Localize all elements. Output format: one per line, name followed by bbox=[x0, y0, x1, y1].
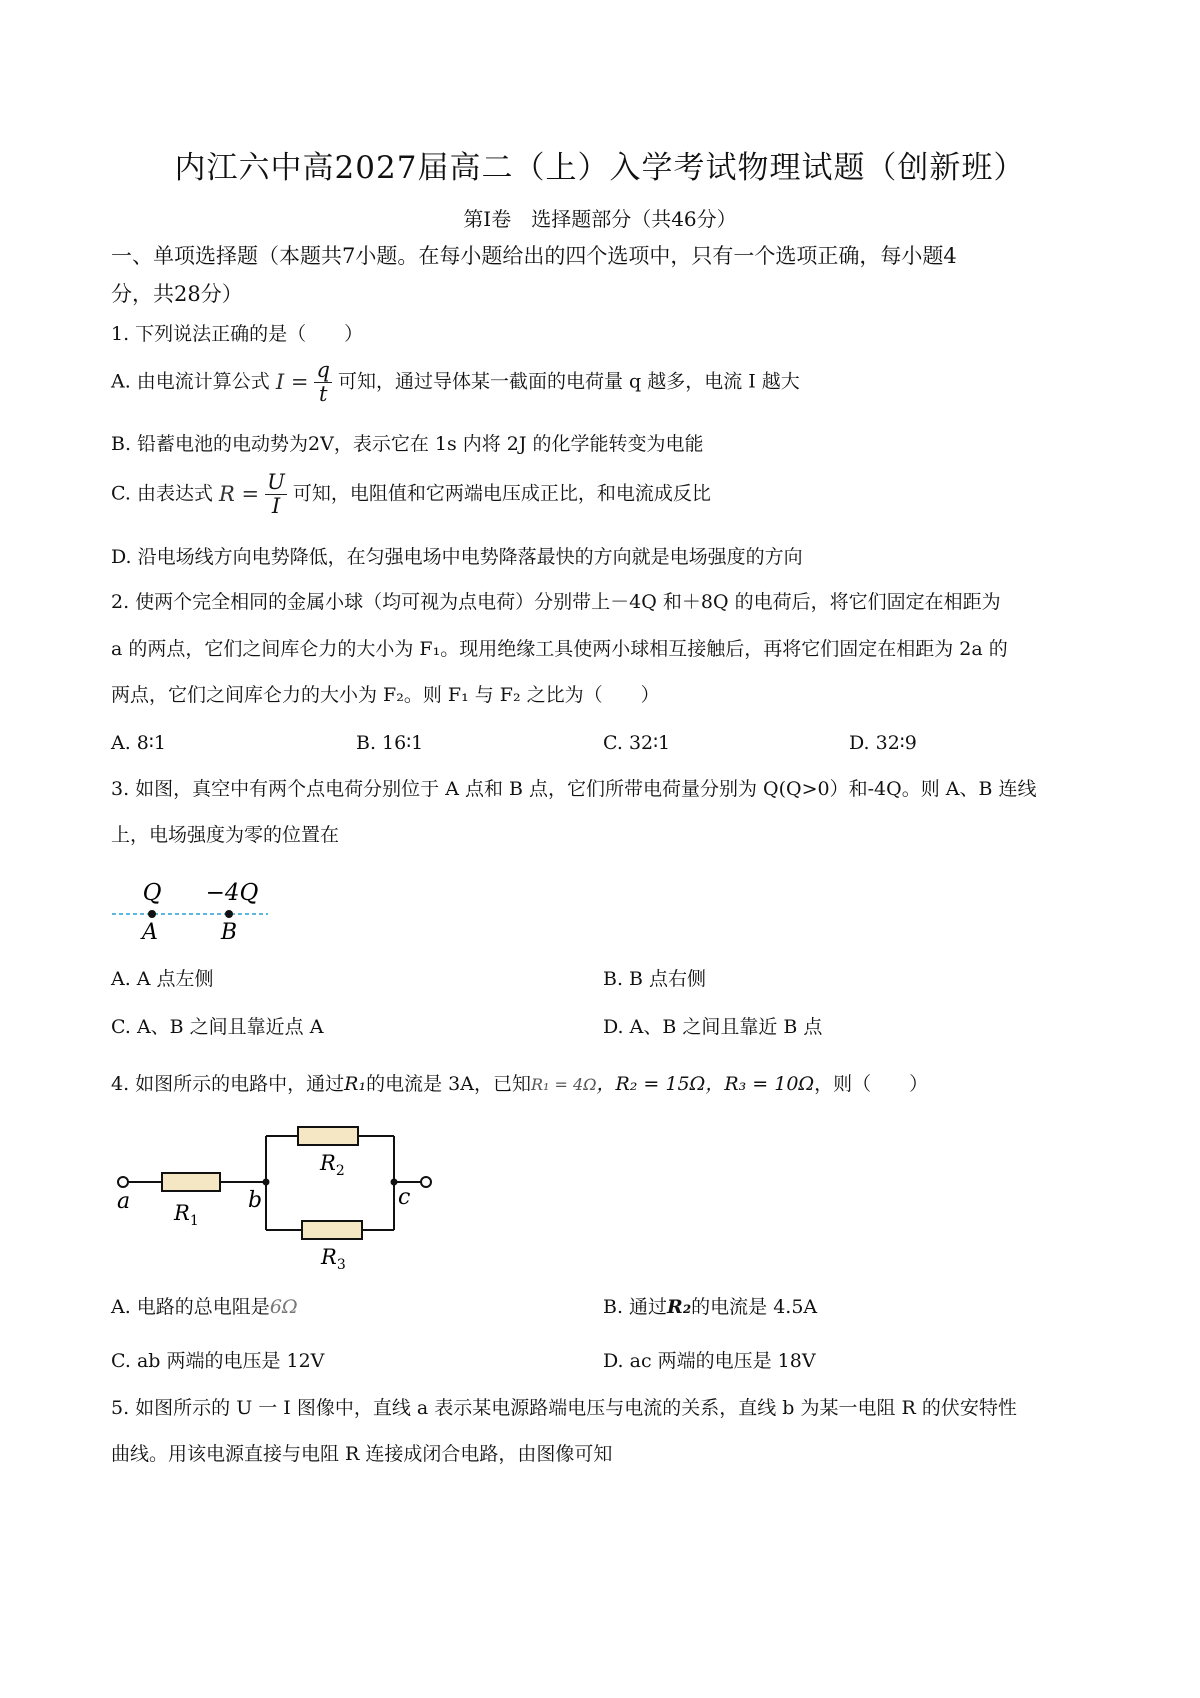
q3-option-a: A. A 点左侧 bbox=[111, 968, 214, 990]
resistor-r1 bbox=[162, 1173, 220, 1191]
q3-option-b: B. B 点右侧 bbox=[603, 968, 707, 990]
q1-fraction-c-denominator: I bbox=[271, 494, 281, 518]
q1-option-b: B. 铅蓄电池的电动势为2V，表示它在 1s 内将 2J 的化学能转变为电能 bbox=[111, 433, 704, 455]
q2-option-a: A. 8∶1 bbox=[111, 732, 166, 754]
node-c-dot bbox=[391, 1179, 398, 1186]
resistor-r3 bbox=[302, 1221, 362, 1239]
q2-stem-line1: 2. 使两个完全相同的金属小球（均可视为点电荷）分别带上－4Q 和＋8Q 的电荷后，将它们固定在相距为 bbox=[111, 591, 1001, 613]
q2-stem-line2: a 的两点，它们之间库仑力的大小为 F₁。现用绝缘工具使两小球相互接触后，再将它们固定在相距为 2a 的 bbox=[111, 638, 1008, 660]
q1-option-c-prefix: C. 由表达式 bbox=[111, 482, 213, 505]
point-b-label: B bbox=[220, 920, 238, 942]
node-b-dot bbox=[263, 1179, 270, 1186]
q1-fraction-c bbox=[265, 472, 287, 517]
q3-option-d: D. A、B 之间且靠近 B 点 bbox=[603, 1016, 823, 1038]
q5-stem-line2: 曲线。用该电源直接与电阻 R 连接成闭合电路，由图像可知 bbox=[111, 1443, 613, 1465]
section-heading-line1: 一、单项选择题（本题共7小题。在每小题给出的四个选项中，只有一个选项正确，每小题4 bbox=[111, 244, 957, 268]
q1-fraction-denominator: t bbox=[318, 382, 328, 406]
q2-option-b: B. 16∶1 bbox=[356, 732, 424, 754]
q1-fraction-c-numerator: U bbox=[267, 470, 285, 494]
q4-option-a bbox=[111, 1296, 298, 1319]
q4-r2-value: ，R₂ = 15Ω bbox=[596, 1073, 706, 1095]
terminal-a bbox=[118, 1177, 128, 1187]
node-b-label: b bbox=[248, 1188, 263, 1213]
q4-option-a-text: A. 电路的总电阻是 bbox=[111, 1296, 270, 1318]
q3-stem-line1: 3. 如图，真空中有两个点电荷分别位于 A 点和 B 点，它们所带电荷量分别为 Q(Q>0）和-4Q。则 A、B 连线 bbox=[111, 778, 1037, 800]
q3-stem-line2: 上，电场强度为零的位置在 bbox=[111, 824, 340, 846]
q3-option-c: C. A、B 之间且靠近点 A bbox=[111, 1016, 324, 1038]
r2-label: $R_2$ bbox=[320, 1151, 345, 1179]
q1-option-a bbox=[111, 360, 800, 405]
q4-stem-middle: 的电流是 3A，已知 bbox=[366, 1073, 531, 1095]
q4-option-b bbox=[603, 1296, 817, 1319]
q4-option-c: C. ab 两端的电压是 12V bbox=[111, 1350, 325, 1372]
q1-formula-c-lhs: R = bbox=[219, 481, 260, 506]
q1-option-a-prefix: A. 由电流计算公式 bbox=[111, 370, 270, 393]
charge-b-label: −4Q bbox=[205, 880, 259, 906]
charge-a-dot bbox=[148, 910, 156, 918]
q4-option-b-text: 的电流是 4.5A bbox=[691, 1296, 818, 1318]
q4-stem-r1: R₁ bbox=[344, 1073, 367, 1095]
q1-option-a-text: 可知，通过导体某一截面的电荷量 q 越多，电流 I 越大 bbox=[337, 370, 800, 393]
q1-fraction-numerator: q bbox=[316, 358, 330, 382]
q4-circuit-diagram bbox=[108, 1120, 448, 1270]
q1-fraction bbox=[314, 360, 331, 405]
q5-stem-line1: 5. 如图所示的 U 一 I 图像中，直线 a 表示某电源路端电压与电流的关系，直线 b 为某一电阻 R 的伏安特性 bbox=[111, 1397, 1017, 1419]
q4-r3-value: ，R₃ = 10Ω bbox=[705, 1073, 815, 1095]
charge-b-dot bbox=[225, 910, 233, 918]
q2-option-c: C. 32∶1 bbox=[603, 732, 671, 754]
q2-stem-line3: 两点，它们之间库仑力的大小为 F₂。则 F₁ 与 F₂ 之比为（ ） bbox=[111, 684, 660, 706]
q1-stem: 1. 下列说法正确的是（ ） bbox=[111, 323, 364, 345]
node-c-label: c bbox=[398, 1185, 411, 1210]
resistor-r2 bbox=[298, 1127, 358, 1145]
q4-option-d: D. ac 两端的电压是 18V bbox=[603, 1350, 816, 1372]
terminal-c-out bbox=[421, 1177, 431, 1187]
point-a-label: A bbox=[142, 920, 158, 942]
q4-stem-prefix: 4. 如图所示的电路中，通过 bbox=[111, 1073, 345, 1095]
q1-option-c-text: 可知，电阻值和它两端电压成正比，和电流成反比 bbox=[292, 482, 711, 505]
section-subtitle: 第Ⅰ卷 选择题部分（共46分） bbox=[463, 207, 737, 231]
q1-option-d: D. 沿电场线方向电势降低，在匀强电场中电势降落最快的方向就是电场强度的方向 bbox=[111, 546, 803, 568]
q2-option-d: D. 32∶9 bbox=[849, 732, 917, 754]
q1-formula-lhs: I = bbox=[275, 369, 309, 394]
charge-a-label: Q bbox=[142, 880, 162, 906]
q4-stem-suffix: ，则（ ） bbox=[814, 1073, 929, 1095]
q4-option-a-value: 6Ω bbox=[269, 1296, 298, 1318]
section-heading-line2: 分，共28分） bbox=[111, 282, 243, 306]
q4-stem bbox=[111, 1073, 928, 1096]
r3-label: $R_3$ bbox=[321, 1245, 346, 1270]
q1-option-c bbox=[111, 472, 711, 517]
node-a-label: a bbox=[117, 1189, 131, 1214]
q4-option-b-resistor: R₂ bbox=[667, 1296, 692, 1318]
q4-option-b-prefix: B. 通过 bbox=[603, 1296, 668, 1318]
q3-charges-figure bbox=[108, 870, 278, 942]
r1-label: $R_1$ bbox=[174, 1201, 199, 1229]
page-title: 内江六中高2027届高二（上）入学考试物理试题（创新班） bbox=[174, 150, 1026, 186]
q4-r1-value: R₁ = 4Ω bbox=[530, 1075, 597, 1094]
